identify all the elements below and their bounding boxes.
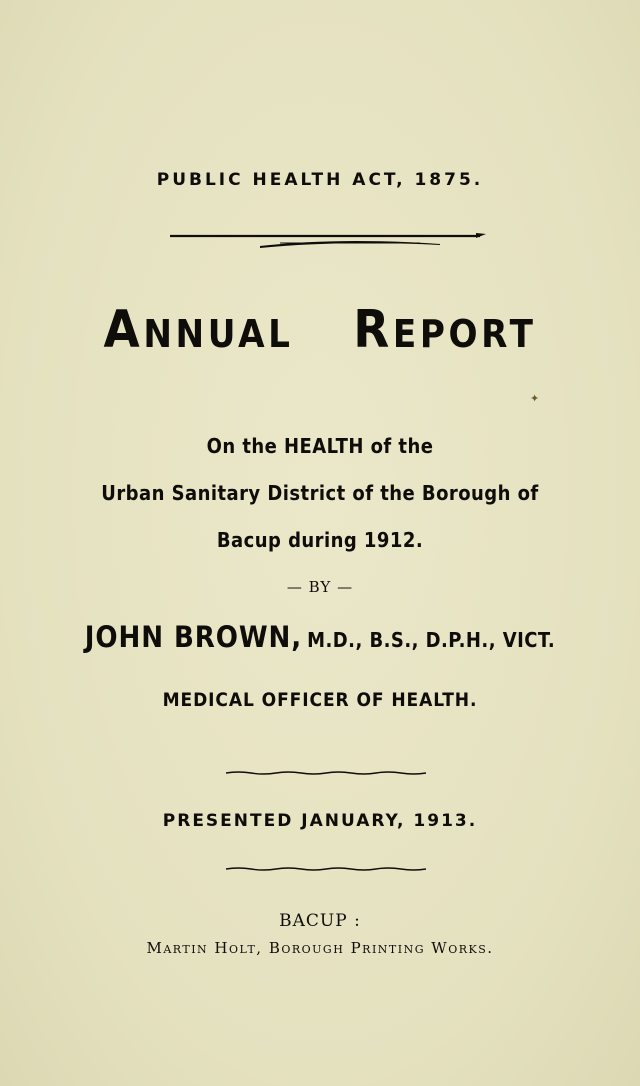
act-heading: PUBLIC HEALTH ACT, 1875.: [156, 170, 484, 190]
decorative-double-rule: [170, 222, 486, 252]
wavy-rule-lower: [226, 866, 426, 872]
subtitle-line-1: On the HEALTH of the: [206, 434, 434, 458]
author-qualifications: M.D., B.S., D.P.H., VICT.: [307, 628, 556, 652]
title-initial-r: R: [353, 300, 393, 360]
title-word-report: EPORT: [392, 312, 537, 356]
author-line: [32, 620, 608, 654]
subtitle-line-3: Bacup during 1912.: [216, 528, 424, 552]
by-line: — BY —: [286, 578, 354, 596]
subtitle-line-2: Urban Sanitary District of the Borough of: [101, 481, 539, 505]
author-role: MEDICAL OFFICER OF HEALTH.: [162, 689, 478, 711]
wavy-rule-upper: [226, 770, 426, 776]
printer-name: Martin Holt, Borough Printing Works.: [146, 939, 494, 957]
ink-mark-icon: ✦: [530, 392, 540, 405]
printer-place: BACUP :: [279, 911, 361, 931]
author-name: JOHN BROWN,: [84, 620, 303, 654]
title-word-annual: NNUAL: [143, 312, 294, 356]
report-title: [32, 300, 608, 360]
presented-date: PRESENTED JANUARY, 1913.: [162, 811, 478, 831]
title-initial-a: A: [103, 300, 144, 360]
